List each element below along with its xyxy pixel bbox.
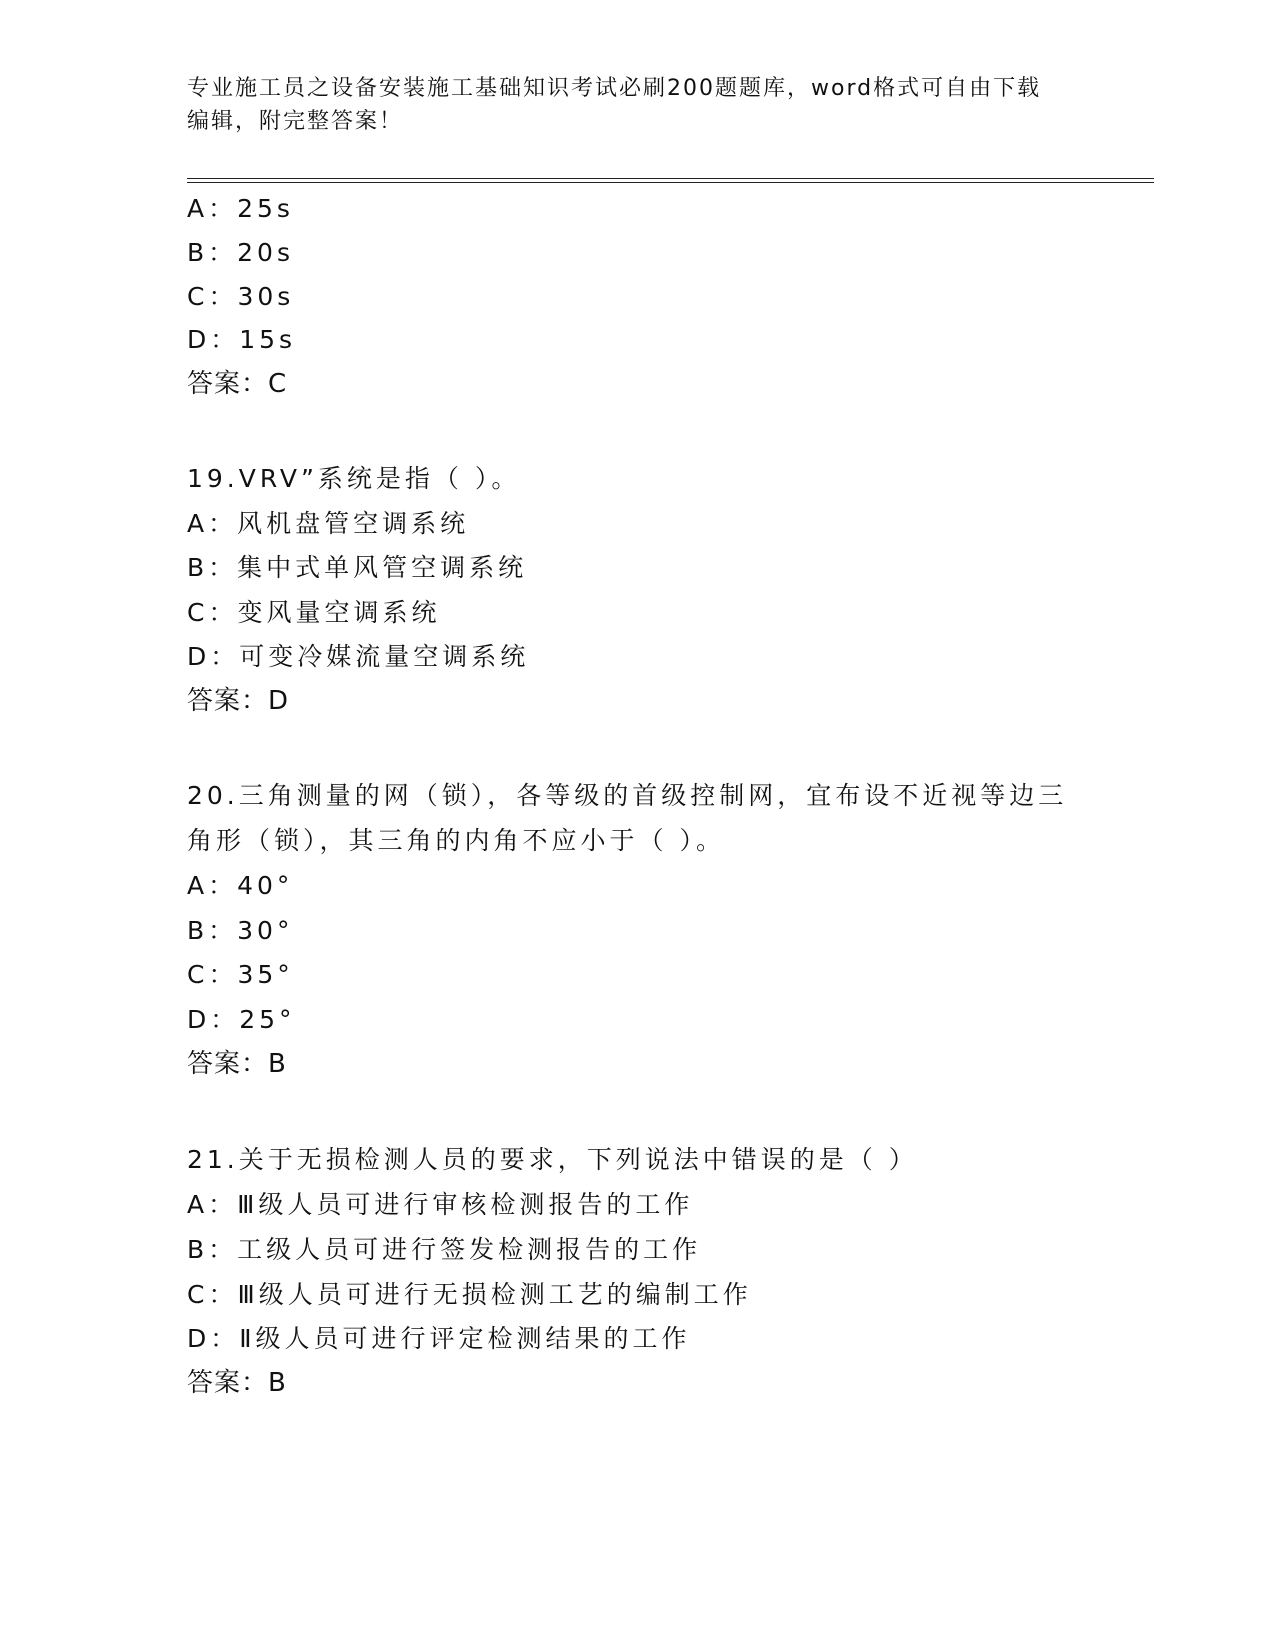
header-line-1: 专业施工员之设备安装施工基础知识考试必刷200题题库，word格式可自由下载 [187,76,1042,101]
header-divider-bottom [187,182,1154,183]
q19-question: 19.VRV”系统是指（ ）。 [187,464,521,493]
document-header [187,72,1087,138]
q20-option-d: D：25° [187,1005,296,1034]
q21-answer: 答案：B [187,1368,287,1398]
q21-option-b: B：工级人员可进行签发检测报告的工作 [187,1235,702,1264]
q19-answer: 答案：D [187,686,290,716]
q18-option-a: A：25s [187,194,294,223]
q19-option-b: B：集中式单风管空调系统 [187,553,528,582]
q20-question-line-2: 角形（锁），其三角的内角不应小于（ ）。 [187,826,725,855]
q18-option-d: D：15s [187,325,297,354]
q20-option-b: B：30° [187,916,294,945]
q21-question: 21.关于无损检测人员的要求，下列说法中错误的是（ ） [187,1145,918,1174]
q20-question-line-1: 20.三角测量的网（锁），各等级的首级控制网，宜布设不近视等边三 [187,781,1068,810]
q21-option-a: A：Ⅲ级人员可进行审核检测报告的工作 [187,1190,694,1219]
q19-option-a: A：风机盘管空调系统 [187,509,470,538]
header-divider-top [187,178,1154,179]
q20-option-c: C：35° [187,960,294,989]
q18-option-c: C：30s [187,282,295,311]
q20-answer: 答案：B [187,1049,287,1079]
q18-answer: 答案：C [187,369,288,399]
q19-option-d: D：可变冷媒流量空调系统 [187,642,530,671]
q19-option-c: C：变风量空调系统 [187,598,441,627]
q18-option-b: B：20s [187,238,294,267]
q21-option-c: C：Ⅲ级人员可进行无损检测工艺的编制工作 [187,1280,752,1309]
q20-option-a: A：40° [187,871,294,900]
header-line-2: 编辑，附完整答案！ [187,109,404,134]
q21-option-d: D：Ⅱ级人员可进行评定检测结果的工作 [187,1324,691,1353]
